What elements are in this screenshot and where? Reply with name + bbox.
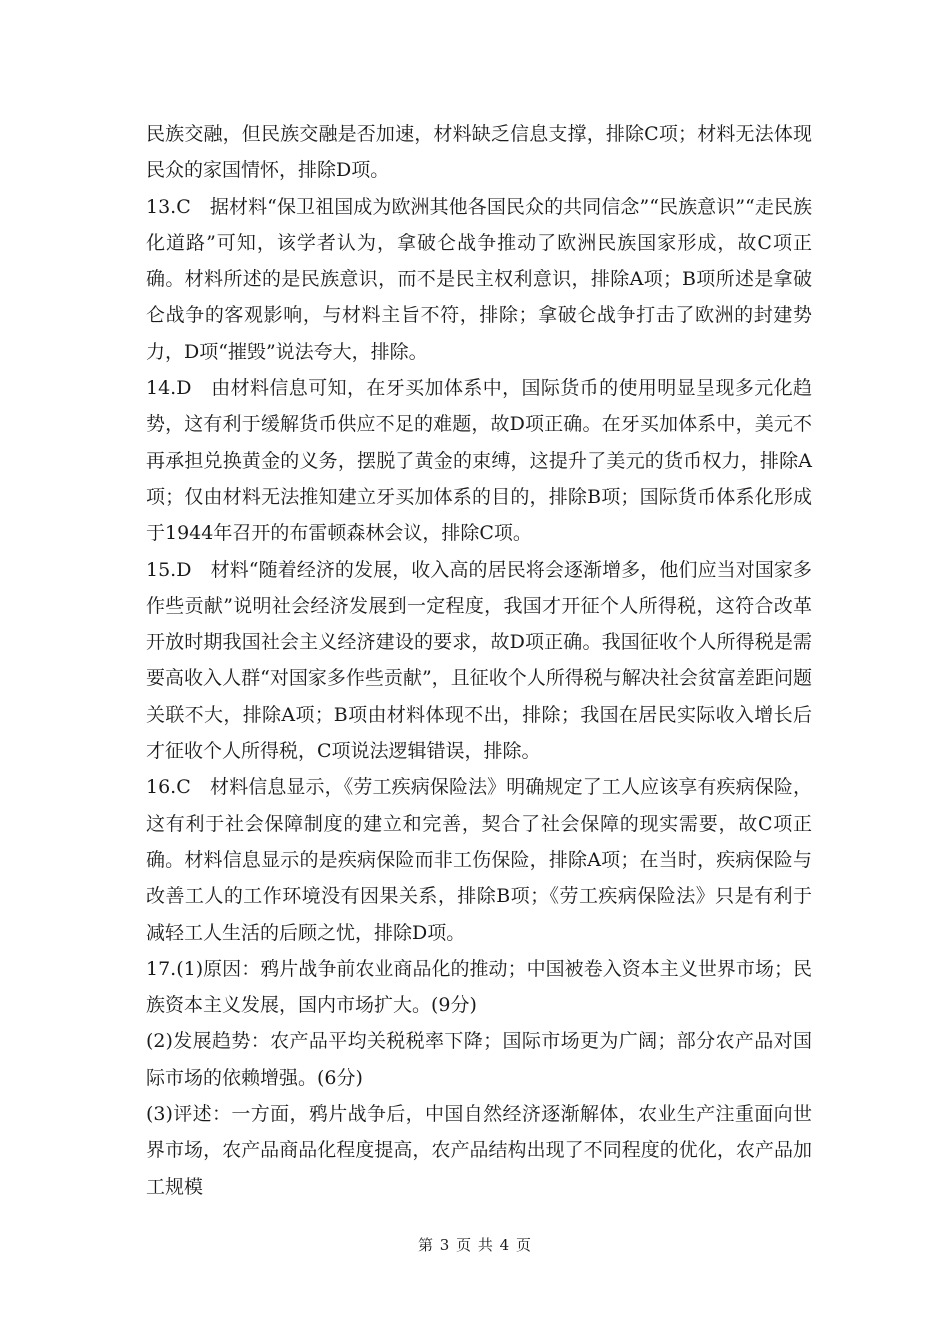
answer-17-part-3: (3)评述：一方面，鸦片战争后，中国自然经济逐渐解体，农业生产注重面向世界市场，农产品商品化程度提高，农产品结构出现了不同程度的优化，农产品加工规模 bbox=[146, 1103, 812, 1198]
answer-16: 16.C 材料信息显示，《劳工疾病保险法》明确规定了工人应该享有疾病保险，这有利于社会保障制度的建立和完善，契合了社会保障的现实需要，故C项正确。材料信息显示的是疾病保险而非工伤保险，排除A项；在当时，疾病保险与改善工人的工作环境没有因果关系，排除B项；《劳工疾病保险法》只是有利于减轻工人生活的后顾之忧，排除D项。 bbox=[146, 776, 812, 944]
answer-17-part-1: 17.(1)原因：鸦片战争前农业商品化的推动；中国被卷入资本主义世界市场；民族资本主义发展，国内市场扩大。(9分) bbox=[146, 957, 812, 1017]
answer-15: 15.D 材料“随着经济的发展，收入高的居民将会逐渐增多，他们应当对国家多作些贡献”说明社会经济发展到一定程度，我国才开征个人所得税，这符合改革开放时期我国社会主义经济建设的要求，故D项正确。我国征收个人所得税是需要高收入人群“对国家多作些贡献”，且征收个人所得税与解决社会贫富差距问题关联不大，排除A项；B项由材料体现不出，排除；我国在居民实际收入增长后才征收个人所得税，C项说法逻辑错误，排除。 bbox=[146, 558, 812, 763]
answer-14: 14.D 由材料信息可知，在牙买加体系中，国际货币的使用明显呈现多元化趋势，这有利于缓解货币供应不足的难题，故D项正确。在牙买加体系中，美元不再承担兑换黄金的义务，摆脱了黄金的束缚，这提升了美元的货币权力，排除A项；仅由材料无法推知建立牙买加体系的目的，排除B项；国际货币体系化形成于1944年召开的布雷顿森林会议，排除C项。 bbox=[146, 377, 812, 545]
answer-17-part-2: (2)发展趋势：农产品平均关税税率下降；国际市场更为广阔；部分农产品对国际市场的依赖增强。(6分) bbox=[146, 1030, 812, 1089]
answer-13: 13.C 据材料“保卫祖国成为欧洲其他各国民众的共同信念”“民族意识”“走民族化道路”可知，该学者认为，拿破仑战争推动了欧洲民族国家形成，故C项正确。材料所述的是民族意识，而不是民主权利意识，排除A项；B项所述是拿破仑战争的客观影响，与材料主旨不符，排除；拿破仑战争打击了欧洲的封建势力，D项“摧毁”说法夸大，排除。 bbox=[146, 195, 812, 363]
paragraph-12-continued: 民族交融，但民族交融是否加速，材料缺乏信息支撑，排除C项；材料无法体现民众的家国情怀，排除D项。 bbox=[146, 123, 812, 182]
answer-text bbox=[146, 116, 812, 1205]
page-footer: 第 3 页 共 4 页 bbox=[418, 1236, 532, 1254]
